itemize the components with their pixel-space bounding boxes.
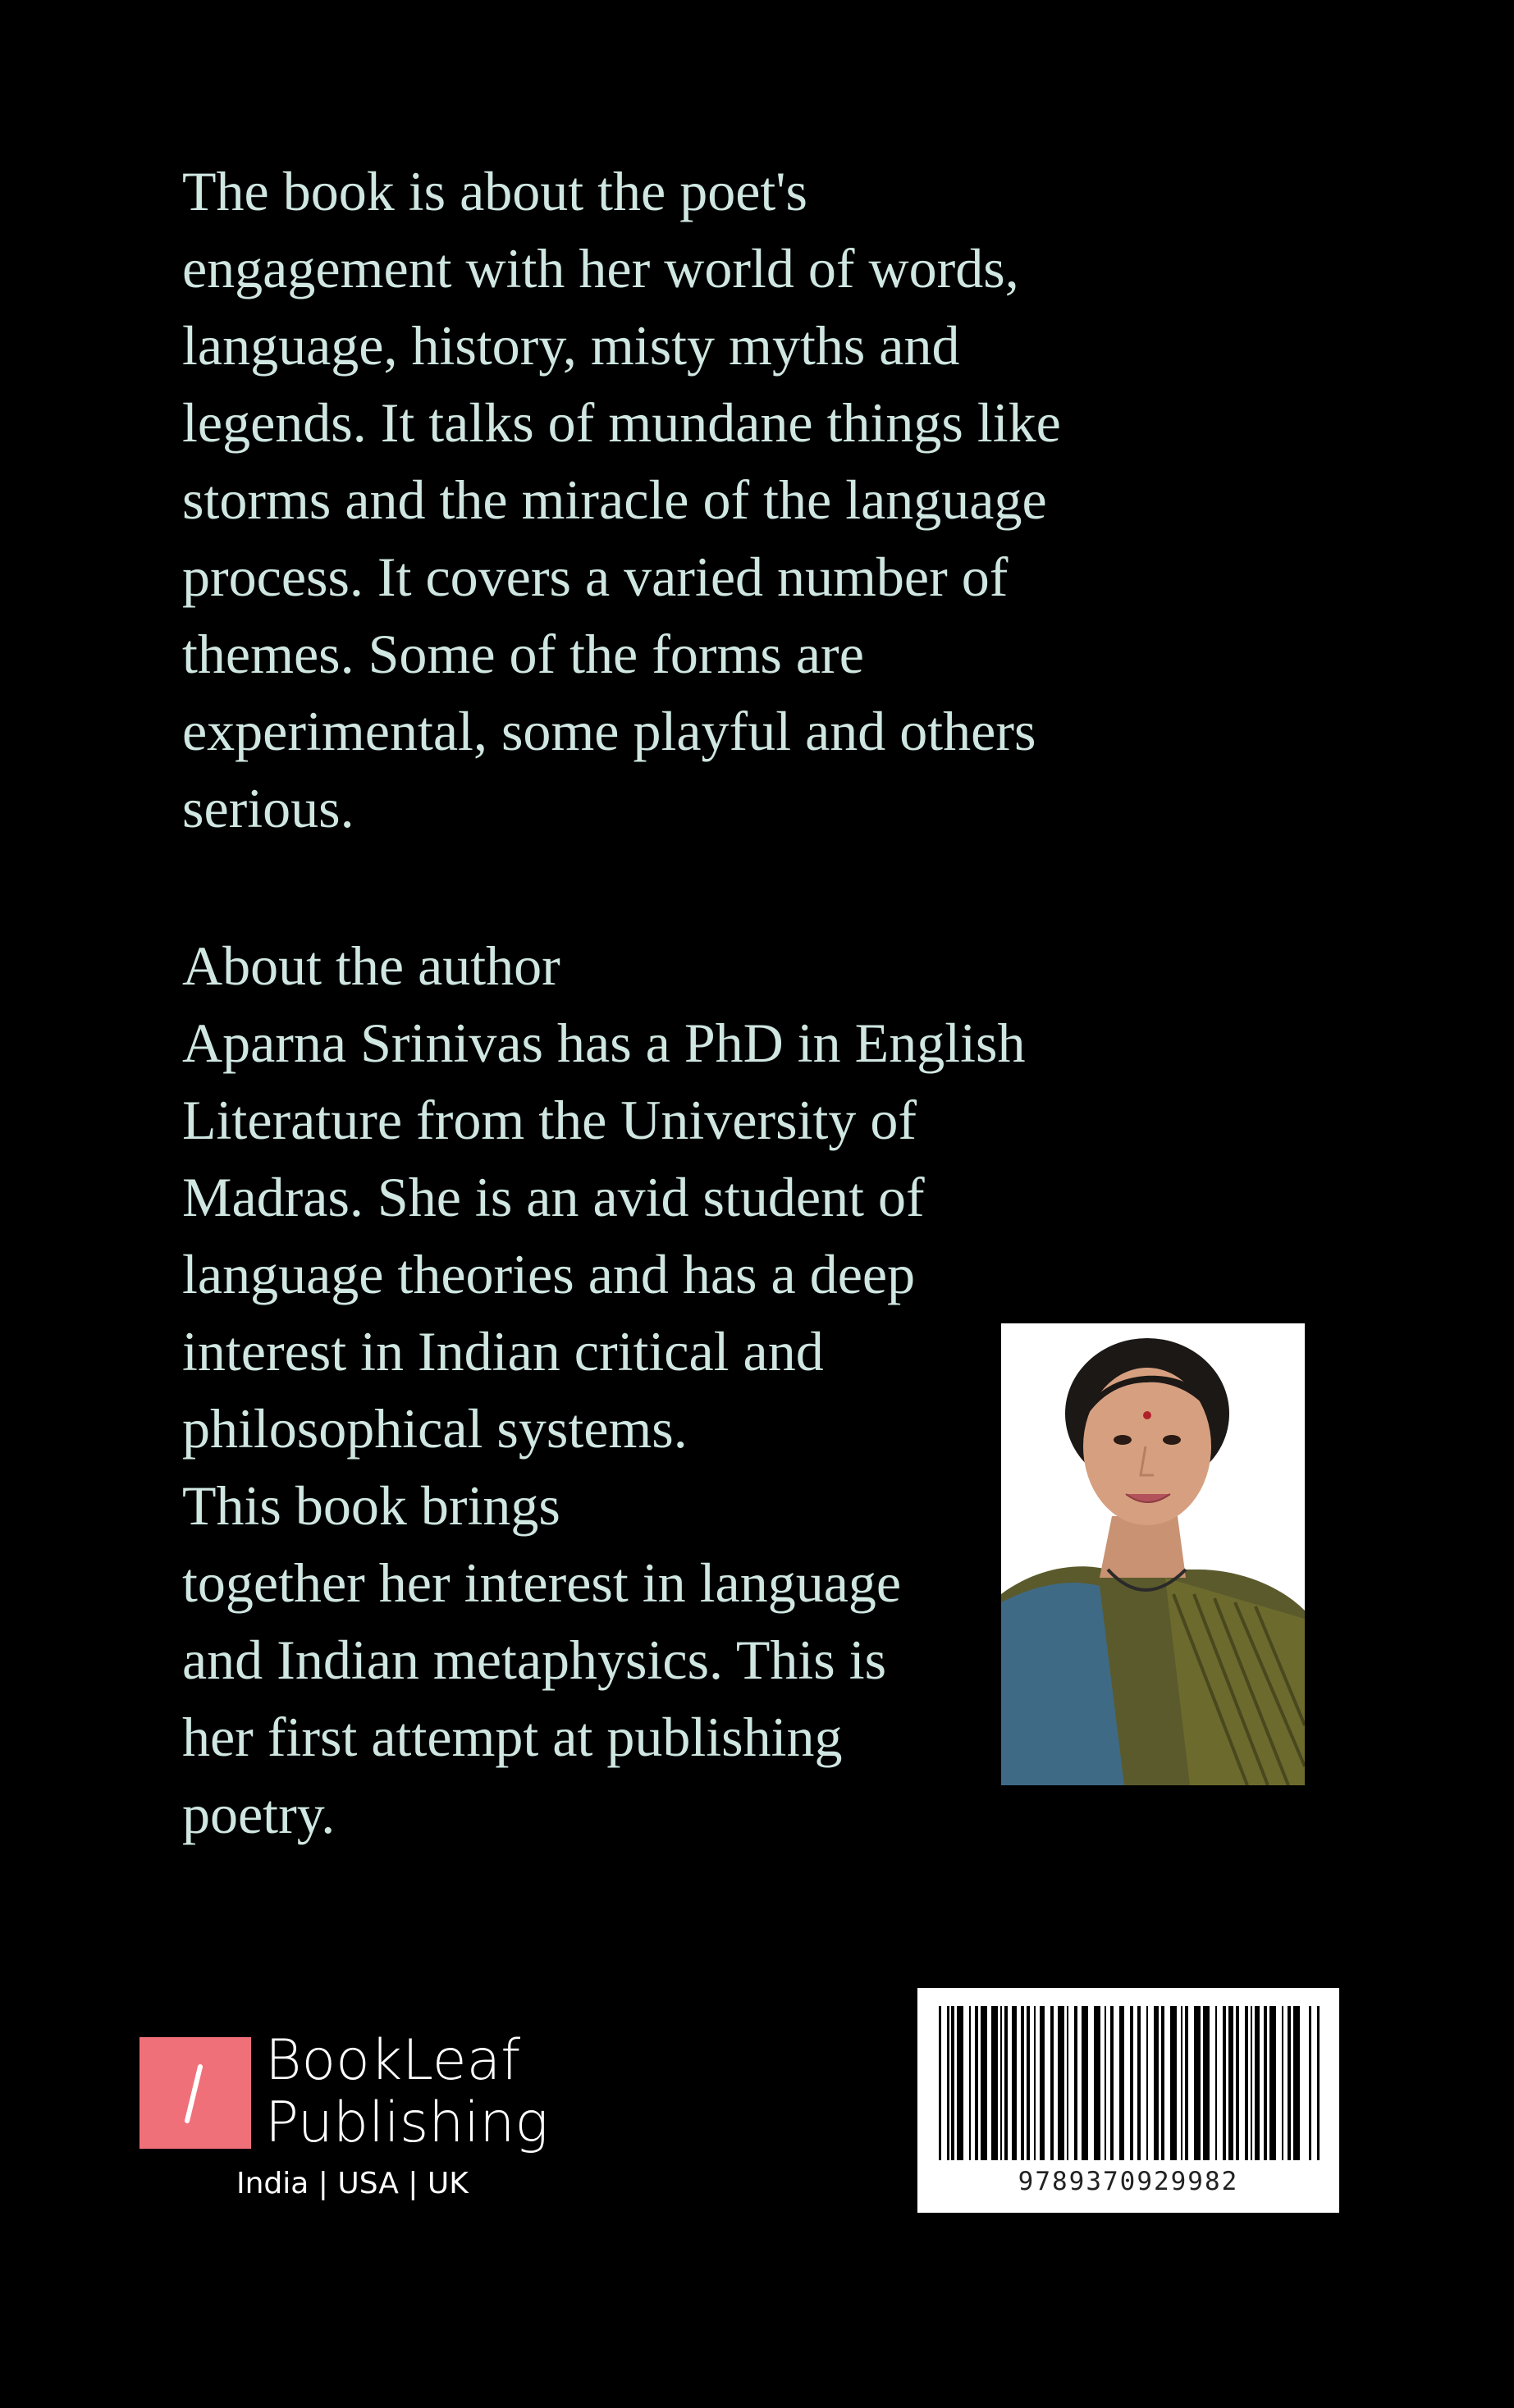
publisher-logo	[140, 2030, 566, 2153]
barcode-bar	[1067, 2006, 1068, 2160]
barcode-bar	[951, 2006, 954, 2160]
about-line: Madras. She is an avid student of	[182, 1166, 925, 1228]
barcode-bar	[1317, 2006, 1320, 2160]
barcode-bar	[1269, 2006, 1276, 2160]
about-line: together her interest in language	[182, 1551, 902, 1614]
barcode-bar	[1228, 2006, 1233, 2160]
blurb-line: language, history, misty myths and	[182, 314, 960, 377]
barcode-bar	[969, 2006, 971, 2160]
logo-mark	[140, 2037, 251, 2149]
about-line: and Indian metaphysics. This is	[182, 1629, 887, 1691]
isbn-barcode	[917, 1988, 1339, 2213]
about-line: poetry.	[182, 1783, 336, 1845]
publisher-name	[265, 2030, 548, 2154]
author-portrait-icon	[1001, 1323, 1305, 1785]
barcode-bar	[1282, 2006, 1283, 2160]
barcode-bar	[939, 2006, 941, 2160]
barcode-bar	[975, 2006, 978, 2160]
about-heading: About the author	[182, 934, 560, 997]
about-the-author	[182, 927, 1025, 1853]
barcode-bar	[1058, 2006, 1064, 2160]
about-line: Literature from the University of	[182, 1089, 917, 1151]
isbn-number: 9789370929982	[1018, 2167, 1239, 2196]
blurb-line: process. It covers a varied number of	[182, 546, 1009, 608]
barcode-bar	[1004, 2006, 1008, 2160]
barcode-bar	[1082, 2006, 1088, 2160]
barcode-bar	[1161, 2006, 1164, 2160]
barcode-bar	[1119, 2006, 1124, 2160]
about-line: Aparna Srinivas has a PhD in English	[182, 1012, 1026, 1074]
barcode-bar	[1074, 2006, 1077, 2160]
barcode-bar	[1293, 2006, 1300, 2160]
blurb-line: experimental, some playful and others	[182, 700, 1036, 762]
about-line: This book brings	[182, 1474, 560, 1537]
barcode-bars-icon	[937, 2006, 1320, 2160]
barcode-bar	[1040, 2006, 1045, 2160]
barcode-bar	[1094, 2006, 1100, 2160]
barcode-bar	[1255, 2006, 1260, 2160]
barcode-bar	[1050, 2006, 1054, 2160]
barcode-bar	[1146, 2006, 1148, 2160]
barcode-bar	[1012, 2006, 1017, 2160]
barcode-bar	[1264, 2006, 1267, 2160]
barcode-bar	[991, 2006, 998, 2160]
blurb-line: serious.	[182, 777, 354, 839]
about-line: interest in Indian critical and	[182, 1320, 824, 1382]
about-line: language theories and has a deep	[182, 1243, 916, 1305]
barcode-bar	[981, 2006, 987, 2160]
barcode-bar	[1110, 2006, 1114, 2160]
blurb-line: themes. Some of the forms are	[182, 623, 864, 685]
barcode-bar	[1021, 2006, 1024, 2160]
publisher-countries: India | USA | UK	[236, 2167, 469, 2200]
barcode-bar	[1215, 2006, 1217, 2160]
barcode-bar	[1000, 2006, 1002, 2160]
barcode-bar	[947, 2006, 949, 2160]
barcode-bar	[1181, 2006, 1182, 2160]
blurb-line: engagement with her world of words,	[182, 237, 1019, 299]
barcode-bar	[1236, 2006, 1239, 2160]
blurb-line: storms and the miracle of the language	[182, 468, 1047, 531]
barcode-bar	[1137, 2006, 1141, 2160]
barcode-bar	[1027, 2006, 1030, 2160]
barcode-bar	[1251, 2006, 1252, 2160]
barcode-bar	[1194, 2006, 1201, 2160]
author-photo	[1001, 1323, 1305, 1785]
barcode-bar	[1223, 2006, 1226, 2160]
about-line: philosophical systems.	[182, 1397, 688, 1460]
barcode-bar	[957, 2006, 963, 2160]
barcode-bar	[1105, 2006, 1106, 2160]
barcode-bar	[1185, 2006, 1188, 2160]
barcode-bar	[1154, 2006, 1159, 2160]
about-line: her first attempt at publishing	[182, 1706, 843, 1768]
blurb-line: legends. It talks of mundane things like	[182, 391, 1061, 454]
publisher-name-line2: Publishing	[265, 2090, 549, 2155]
slash-icon	[140, 2037, 251, 2149]
barcode-bar	[1245, 2006, 1248, 2160]
publisher-name-line1: BookLeaf	[265, 2028, 521, 2093]
barcode-bar	[1130, 2006, 1133, 2160]
blurb-line: The book is about the poet's	[182, 160, 808, 222]
barcode-bar	[1309, 2006, 1311, 2160]
barcode-bar	[1170, 2006, 1177, 2160]
barcode-bar	[1203, 2006, 1210, 2160]
barcode-bar	[1034, 2006, 1036, 2160]
book-blurb	[182, 153, 1061, 847]
barcode-bar	[1288, 2006, 1291, 2160]
